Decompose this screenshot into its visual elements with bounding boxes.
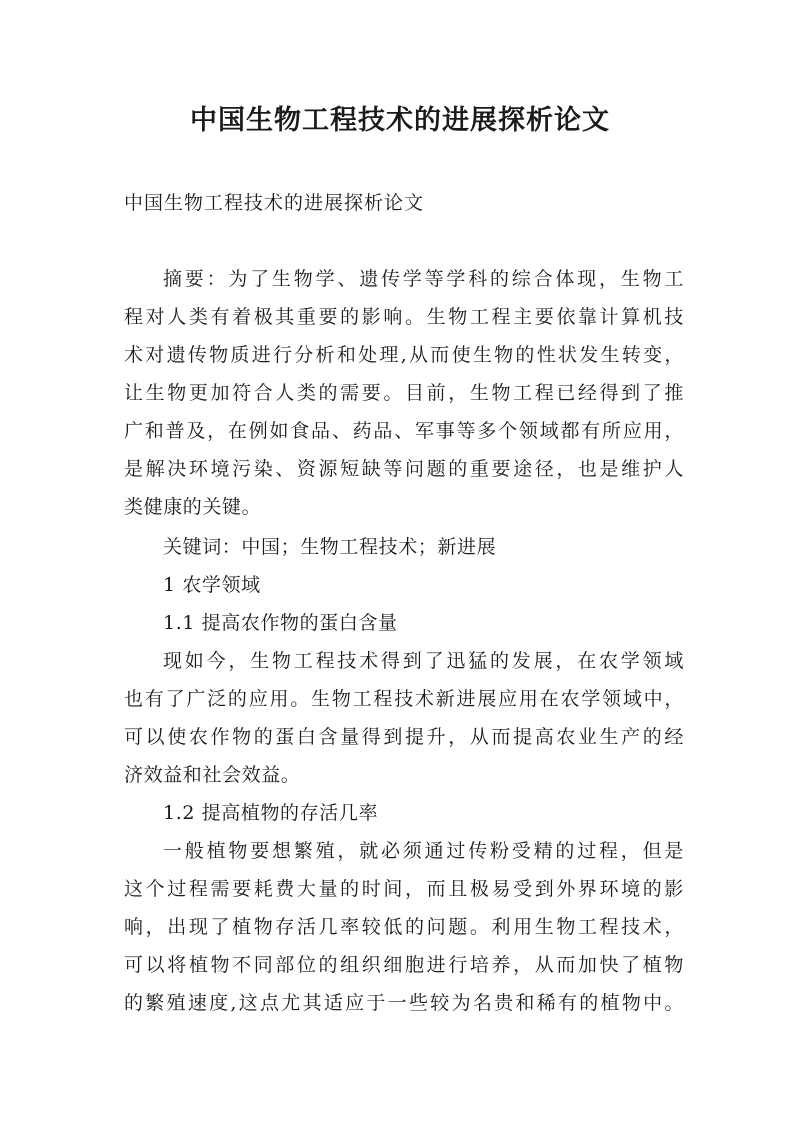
- paragraph-line: 可以使农作物的蛋白含量得到提升，从而提高农业生产的经: [124, 726, 684, 748]
- paragraph-line: 现如今，生物工程技术得到了迅猛的发展，在农学领域: [163, 650, 684, 672]
- abstract-line: 类健康的关键。: [124, 496, 262, 518]
- paragraph-line: 响，出现了植物存活几率较低的问题。利用生物工程技术，: [124, 916, 684, 938]
- paragraph-line: 的繁殖速度,这点尤其适应于一些较为名贵和稀有的植物中。: [124, 992, 684, 1014]
- paragraph-line: 一般植物要想繁殖，就必须通过传粉受精的过程，但是: [163, 840, 684, 862]
- abstract-line: 是解决环境污染、资源短缺等问题的重要途径，也是维护人: [124, 458, 684, 480]
- document-title: 中国生物工程技术的进展探析论文: [190, 105, 610, 136]
- abstract-line: 术对遗传物质进行分析和处理,从而使生物的性状发生转变，: [124, 344, 684, 366]
- keywords: 关键词：中国；生物工程技术；新进展: [163, 536, 497, 558]
- paragraph-line: 也有了广泛的应用。生物工程技术新进展应用在农学领域中，: [124, 688, 684, 710]
- abstract-line: 让生物更加符合人类的需要。目前，生物工程已经得到了推: [124, 382, 684, 404]
- paragraph-line: 可以将植物不同部位的组织细胞进行培养，从而加快了植物: [124, 954, 684, 976]
- subsection-heading: 1.1 提高农作物的蛋白含量: [163, 612, 398, 634]
- paragraph-line: 济效益和社会效益。: [124, 764, 301, 786]
- abstract-line: 摘要：为了生物学、遗传学等学科的综合体现，生物工: [163, 268, 684, 290]
- document-subtitle: 中国生物工程技术的进展探析论文: [124, 192, 425, 214]
- abstract-line: 程对人类有着极其重要的影响。生物工程主要依靠计算机技: [124, 306, 684, 328]
- section-heading: 1 农学领域: [163, 574, 261, 596]
- paragraph-line: 这个过程需要耗费大量的时间，而且极易受到外界环境的影: [124, 878, 684, 900]
- subsection-heading: 1.2 提高植物的存活几率: [163, 802, 379, 824]
- abstract-line: 广和普及，在例如食品、药品、军事等多个领域都有所应用，: [124, 420, 684, 442]
